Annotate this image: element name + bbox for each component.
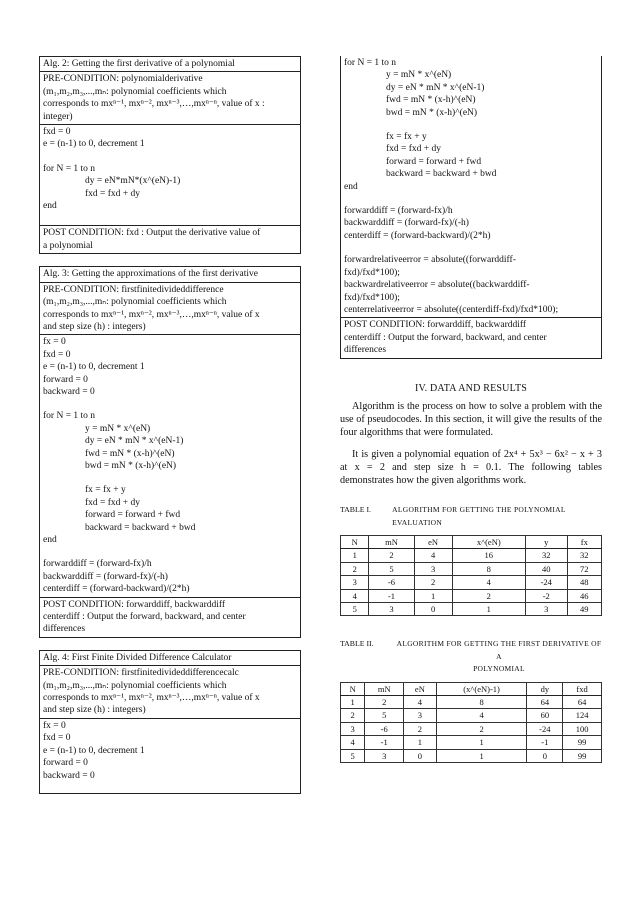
alg4-post-line: differences [344, 345, 387, 356]
alg2-body [40, 124, 300, 225]
section-heading: IV. DATA AND RESULTS [414, 382, 528, 394]
table-cell: 1 [452, 603, 525, 616]
table-header-cell: (x^(eN)-1) [436, 682, 527, 695]
table-cell: 3 [341, 722, 365, 735]
alg3-pre-line: (m₁,m₂,m₃,...,mₙ: polynomial coefficients which [43, 297, 227, 308]
code-line: forwarddiff = (forward-fx)/h [344, 206, 453, 217]
table-cell: 2 [452, 589, 525, 602]
table-header-cell: x^(eN) [452, 535, 525, 548]
code-line: fwd = mN * (x-h)^(eN) [386, 95, 476, 106]
table-cell: 1 [436, 736, 527, 749]
table-cell: 4 [452, 576, 525, 589]
table-row [341, 736, 602, 749]
alg4-body [40, 718, 300, 783]
alg2-pre-line: PRE-CONDITION: polynomialderivative [43, 74, 203, 85]
table-cell: 4 [404, 696, 437, 709]
table-cell: 64 [527, 696, 563, 709]
alg4-pre-line: corresponds to mxⁿ⁻¹, mxⁿ⁻², mxⁿ⁻³,…,mxⁿ⁻ⁿ, value of x [43, 693, 260, 704]
table-cell: 5 [341, 603, 369, 616]
code-line: fxd)/fxd*100); [344, 292, 400, 303]
code-line: forward = 0 [43, 374, 88, 385]
table-cell: 48 [567, 576, 601, 589]
table-cell: 1 [404, 736, 437, 749]
table-cell: 1 [414, 589, 452, 602]
table-cell: 2 [414, 576, 452, 589]
table-cell: 3 [414, 562, 452, 575]
table-cell: 2 [341, 709, 365, 722]
table-cell: 3 [341, 576, 369, 589]
table-cell: 40 [525, 562, 567, 575]
table-header-cell: y [525, 535, 567, 548]
code-line: dy = eN*mN*(x^(eN)-1) [85, 176, 181, 187]
table-cell: 5 [369, 562, 414, 575]
table-cell-result: 49 [567, 603, 601, 616]
code-line: fxd = fxd + dy [386, 144, 442, 155]
code-line: e = (n-1) to 0, decrement 1 [43, 139, 145, 150]
table-cell: 124 [563, 709, 602, 722]
table-cell: 0 [527, 749, 563, 762]
table-cell: 16 [452, 549, 525, 562]
code-line: centerdiff = (forward-backward)/(2*h) [43, 584, 190, 595]
section-paragraph: Algorithm is the process on how to solve a problem with the use of pseudocodes. In this section, it will give the results of the four algorithms that were formulated. [340, 400, 602, 439]
alg2-pre-line: (m₁,m₂,m₃,...,mₙ: polynomial coefficients which [43, 86, 227, 97]
code-line: fxd)/fxd*100); [344, 267, 400, 278]
table-cell: 2 [365, 696, 404, 709]
alg3-pre-line: and step size (h) : integers) [43, 321, 146, 332]
table-cell: -24 [527, 722, 563, 735]
code-line: for N = 1 to n [344, 58, 397, 68]
table-header-cell: eN [404, 682, 437, 695]
table2-title: ALGORITHM FOR GETTING THE FIRST DERIVATIVE OF A [396, 639, 602, 661]
table-header-cell: mN [369, 535, 414, 548]
table-cell: -1 [369, 589, 414, 602]
table1-caption [340, 504, 602, 529]
code-line: dy = eN * mN * x^(eN-1) [85, 436, 184, 447]
table-cell: 72 [567, 562, 601, 575]
table-header-cell: fxd [563, 682, 602, 695]
alg4-post-line: centerdiff : Output the forward, backward, and center [344, 332, 547, 343]
table-cell: 1 [341, 549, 369, 562]
code-line: backward = backward + bwd [386, 169, 497, 180]
table-header-row [341, 535, 602, 548]
table-cell: -24 [525, 576, 567, 589]
alg4-pre-line: PRE-CONDITION: firstfinitedivideddifferencecalc [43, 668, 239, 679]
code-line: bwd = mN * (x-h)^(eN) [386, 107, 478, 118]
code-line: bwd = mN * (x-h)^(eN) [85, 460, 177, 471]
alg2-box [39, 56, 301, 254]
table-cell: -1 [365, 736, 404, 749]
code-line: end [344, 181, 358, 192]
code-line: for N = 1 to n [43, 411, 96, 422]
table1-title: ALGORITHM FOR GETTING THE POLYNOMIAL EVALUATION [392, 505, 566, 527]
table-cell: -2 [525, 589, 567, 602]
code-line: y = mN * x^(eN) [386, 70, 452, 81]
alg3-post-line: differences [43, 624, 86, 635]
table-cell: 2 [341, 562, 369, 575]
table-cell: 8 [436, 696, 527, 709]
code-line: forward = forward + fwd [386, 156, 482, 167]
table1 [340, 535, 602, 616]
alg3-pre-line: PRE-CONDITION: firstfinitedivideddifference [43, 284, 224, 295]
table-row [341, 589, 602, 602]
table-cell: -1 [527, 736, 563, 749]
table-cell: 100 [563, 722, 602, 735]
code-line: e = (n-1) to 0, decrement 1 [43, 362, 145, 373]
table-cell: 5 [365, 709, 404, 722]
table-cell: 0 [404, 749, 437, 762]
table-header-cell: fx [567, 535, 601, 548]
table2-caption [340, 638, 602, 675]
code-line: backwarddiff = (forward-fx)/(-h) [43, 571, 168, 582]
code-line: backward = backward + bwd [85, 522, 196, 533]
code-line: fxd = 0 [43, 733, 71, 744]
table-cell: 3 [369, 603, 414, 616]
table-cell: 5 [341, 749, 365, 762]
alg2-pre-line: corresponds to mxⁿ⁻¹, mxⁿ⁻², mxⁿ⁻³,…,mxⁿ⁻ⁿ, value of x : [43, 99, 265, 110]
table-cell: 99 [563, 736, 602, 749]
table-cell: 4 [341, 589, 369, 602]
alg2-precondition [40, 71, 300, 124]
code-line: backward = 0 [43, 386, 95, 397]
table-cell: 2 [436, 722, 527, 735]
code-line: fx = 0 [43, 337, 66, 348]
code-line: for N = 1 to n [43, 163, 96, 174]
code-line: fxd = fxd + dy [85, 497, 141, 508]
table-row [341, 709, 602, 722]
table-cell: 64 [563, 696, 602, 709]
alg3-body [40, 334, 300, 596]
section-paragraph: It is given a polynomial equation of 2x⁴ + 5x³ − 6x² − x + 3 at x = 2 and step size h = 0.1. The following tables demonstrates how the given algorithms work. [340, 448, 602, 486]
table-cell-result: 99 [563, 749, 602, 762]
table-cell: 32 [567, 549, 601, 562]
alg4-continued-body [341, 56, 601, 317]
code-line: end [43, 201, 57, 212]
alg3-postcondition [40, 597, 300, 637]
table-cell: 4 [341, 736, 365, 749]
table-cell: 3 [525, 603, 567, 616]
code-line: centerdiff = (forward-backward)/(2*h) [344, 230, 491, 241]
alg4-pre-line: (m₁,m₂,m₃,...,mₙ: polynomial coefficients which [43, 680, 227, 691]
code-line: fwd = mN * (x-h)^(eN) [85, 448, 175, 459]
code-line: centerrelativeerror = absolute((centerdiff-fxd)/fxd*100); [344, 304, 559, 315]
table-cell: 2 [369, 549, 414, 562]
alg4-precondition [40, 665, 300, 718]
code-line: backwarddiff = (forward-fx)/(-h) [344, 218, 469, 229]
table-row [341, 749, 602, 762]
table-header-cell: eN [414, 535, 452, 548]
table-cell: 8 [452, 562, 525, 575]
table-header-cell: N [341, 682, 365, 695]
table-row [341, 549, 602, 562]
table-cell: 1 [341, 696, 365, 709]
alg3-post-line: POST CONDITION: forwarddiff, backwarddiff [43, 599, 226, 610]
code-line: fxd = 0 [43, 127, 71, 138]
table-header-cell: mN [365, 682, 404, 695]
alg4-pre-line: and step size (h) : integers) [43, 705, 146, 716]
table1-label: TABLE I. [340, 505, 371, 515]
code-line: forwarddiff = (forward-fx)/h [43, 559, 152, 570]
table-cell: 3 [404, 709, 437, 722]
alg3-title: Alg. 3: Getting the approximations of the first derivative [43, 269, 259, 280]
alg4-box [39, 650, 301, 794]
table2 [340, 682, 602, 763]
table-row [341, 576, 602, 589]
table-cell: -6 [369, 576, 414, 589]
table-header-cell: dy [527, 682, 563, 695]
code-line: fxd = fxd + dy [85, 188, 141, 199]
code-line: y = mN * x^(eN) [85, 423, 151, 434]
table-header-row [341, 682, 602, 695]
table-cell: 32 [525, 549, 567, 562]
alg2-post-line: a polynomial [43, 240, 93, 251]
alg4-post-line: POST CONDITION: forwarddiff, backwarddiff [344, 320, 527, 331]
code-line: forward = 0 [43, 758, 88, 769]
table-row [341, 562, 602, 575]
table-row [341, 603, 602, 616]
table2-title-block [396, 638, 602, 675]
code-line: fx = 0 [43, 720, 66, 731]
code-line: dy = eN * mN * x^(eN-1) [386, 82, 485, 93]
table-cell: 3 [365, 749, 404, 762]
alg4-postcondition [341, 317, 601, 357]
table2-title: POLYNOMIAL [473, 664, 525, 674]
table-cell: 4 [414, 549, 452, 562]
table-cell: 4 [436, 709, 527, 722]
table2-label: TABLE II. [340, 639, 374, 649]
alg3-box [39, 266, 301, 638]
alg2-postcondition [40, 225, 300, 253]
code-line: forward = forward + fwd [85, 510, 181, 521]
table-cell: 1 [436, 749, 527, 762]
alg3-precondition [40, 282, 300, 335]
alg3-pre-line: corresponds to mxⁿ⁻¹, mxⁿ⁻², mxⁿ⁻³,…,mxⁿ⁻ⁿ, value of x [43, 309, 260, 320]
table-row [341, 696, 602, 709]
alg4-title: Alg. 4: First Finite Divided Difference Calculator [43, 652, 232, 663]
alg3-post-line: centerdiff : Output the forward, backward, and center [43, 612, 246, 623]
code-line: forwardrelativeerror = absolute((forwarddiff- [344, 255, 516, 266]
table-cell: 2 [404, 722, 437, 735]
code-line: backwardrelativeerror = absolute((backwarddiff- [344, 280, 530, 291]
table-cell: 0 [414, 603, 452, 616]
alg2-post-line: POST CONDITION: fxd : Output the derivative value of [43, 228, 261, 239]
code-line: end [43, 535, 57, 545]
table-header-cell: N [341, 535, 369, 548]
alg2-pre-line: integer) [43, 111, 73, 122]
code-line: backward = 0 [43, 770, 95, 781]
table-cell: 60 [527, 709, 563, 722]
table-row [341, 722, 602, 735]
table-cell: -6 [365, 722, 404, 735]
alg2-title: Alg. 2: Getting the first derivative of a polynomial [43, 59, 235, 69]
table-cell: 46 [567, 589, 601, 602]
alg4-continued-box [340, 56, 602, 359]
code-line: fx = fx + y [85, 485, 126, 496]
code-line: fxd = 0 [43, 349, 71, 360]
code-line: e = (n-1) to 0, decrement 1 [43, 745, 145, 756]
code-line: fx = fx + y [386, 132, 427, 143]
